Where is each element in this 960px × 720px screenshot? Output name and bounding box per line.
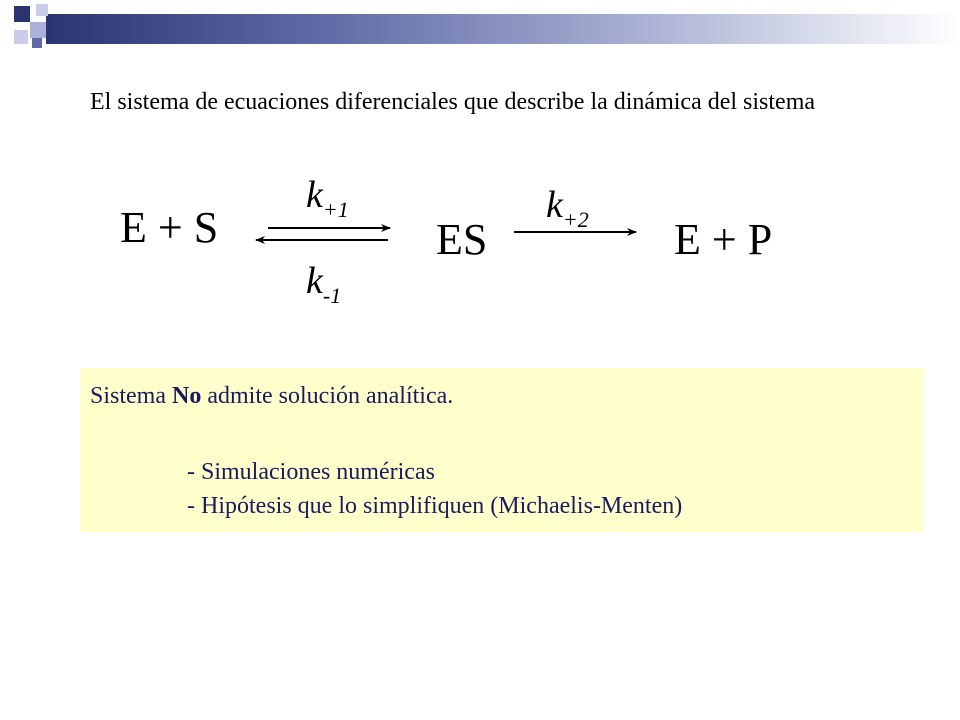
products-label: E + P	[674, 215, 773, 264]
intro-paragraph: El sistema de ecuaciones diferenciales que describe la dinámica del sistema	[90, 89, 816, 115]
rate-k-minus-1-base: k	[306, 260, 323, 302]
rate-k-plus-2-base: k	[546, 184, 563, 226]
complex-label: ES	[436, 215, 488, 264]
rate-k-plus-2-sub: +2	[562, 207, 589, 232]
note-line-no-analytic-solution	[90, 384, 453, 408]
note-line1-suffix: admite solución analítica.	[201, 383, 454, 409]
note-line1-bold: No	[172, 383, 202, 409]
note-item-hypotheses: - Hipótesis que lo simplifiquen (Michaelis-Menten)	[187, 493, 683, 519]
rate-k-plus-1-sub: +1	[322, 197, 349, 222]
rate-k-minus-1-sub: -1	[322, 283, 342, 308]
rate-k-plus-1-base: k	[306, 174, 323, 216]
note-item-numerical-simulations: - Simulaciones numéricas	[187, 459, 435, 485]
note-line1-prefix: Sistema	[90, 383, 172, 409]
note-box	[80, 368, 924, 532]
reactants-label: E + S	[120, 203, 219, 252]
